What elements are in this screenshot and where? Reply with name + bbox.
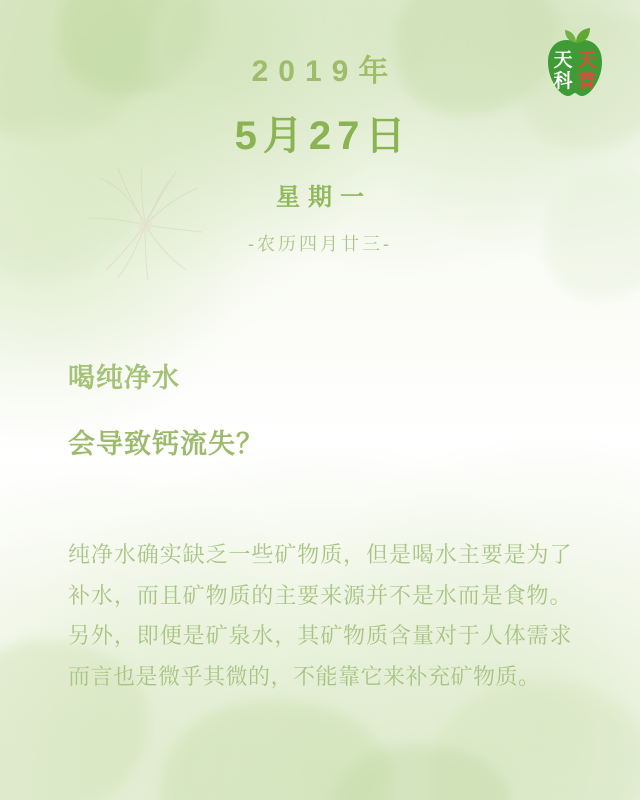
- brand-logo[interactable]: [536, 26, 614, 104]
- headline-block: [68, 360, 572, 463]
- body-paragraph: 纯净水确实缺乏一些矿物质，但是喝水主要是为了补水，而且矿物质的主要来源并不是水而是食物。另外，即便是矿泉水，其矿物质含量对于人体需求而言也是微乎其微的，不能靠它来补充矿物质。: [68, 541, 572, 689]
- logo-text-tian1: 天: [553, 50, 573, 71]
- weekday-text: 星期一: [276, 184, 372, 211]
- year-text: 2019年: [251, 55, 399, 88]
- logo-text-ke: 科: [553, 71, 573, 92]
- foliage-decoration-icon: [160, 700, 390, 800]
- logo-text-pu: 普: [577, 71, 597, 92]
- date-text: 5月27日: [234, 114, 412, 158]
- headline-line-1: 喝纯净水: [68, 363, 180, 393]
- foliage-decoration-icon: [430, 680, 640, 800]
- foliage-decoration-icon: [330, 745, 510, 800]
- lunar-date-text: -农历四月廿三-: [248, 234, 392, 254]
- article-content: [0, 360, 640, 698]
- logo-text-tian2: 天: [577, 50, 597, 71]
- headline-line-2: 会导致钙流失？: [68, 429, 264, 460]
